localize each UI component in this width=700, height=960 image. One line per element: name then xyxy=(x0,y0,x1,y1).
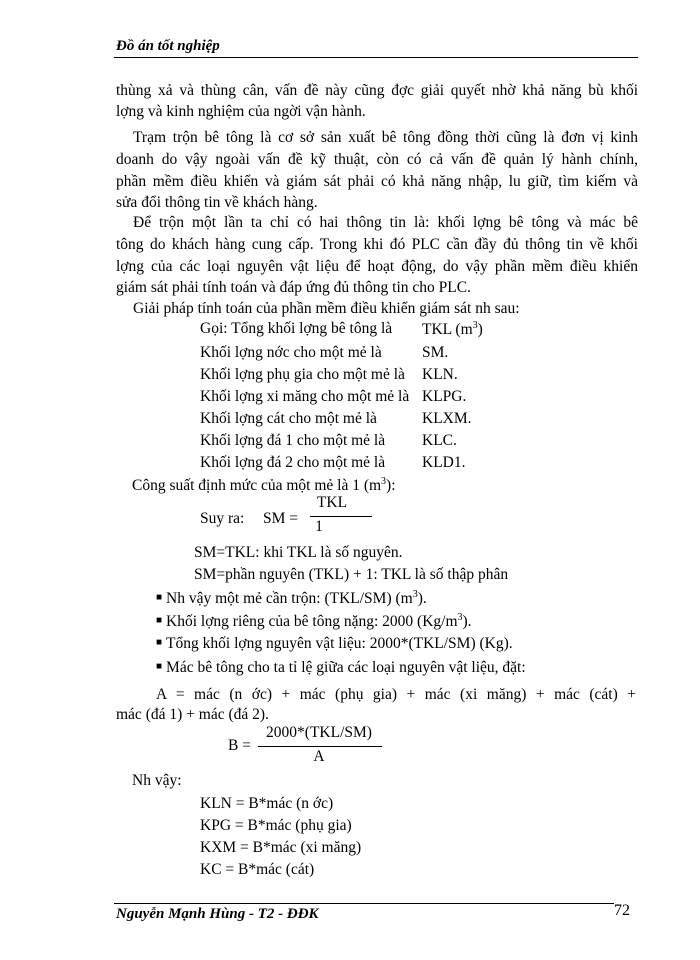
fraction-bar xyxy=(258,746,382,747)
paragraph-line-10: giám sát phải tính toán và đáp ứng đủ thông tin cho PLC. xyxy=(116,279,471,296)
definition-label: Khối lợng nớc cho một mẻ là xyxy=(200,344,382,361)
definition-symbol: KLPG. xyxy=(422,388,467,405)
square-bullet-icon: ■ xyxy=(156,592,163,604)
definition-label: Khối lợng xi măng cho một mẻ là xyxy=(200,388,410,405)
square-bullet-icon: ■ xyxy=(156,615,163,627)
page-number: 72 xyxy=(614,902,630,919)
paragraph-line-9: lợng của các loại nguyên vật liệu để hoạt động, do vậy phần mềm điều khiển xyxy=(116,258,638,275)
fraction-numerator: TKL xyxy=(316,494,348,511)
sm-rule-integer: SM=TKL: khi TKL là số nguyên. xyxy=(194,544,403,561)
fraction-denominator: 1 xyxy=(315,518,323,535)
fraction xyxy=(256,724,386,768)
definition-label: Khối lợng cát cho một mẻ là xyxy=(200,410,377,427)
bullet-item: ■ Tổng khối lợng nguyên vật liệu: 2000*(TKL/SM) (Kg). xyxy=(156,635,513,652)
square-bullet-icon: ■ xyxy=(156,661,163,672)
footer-rule xyxy=(114,903,614,904)
definition-symbol: KLD1. xyxy=(422,454,466,471)
bullet-item: ■ Nh vậy một mẻ cần trộn: (TKL/SM) $(m^3)$. xyxy=(156,589,427,608)
paragraph-line-4: doanh do vậy ngoài vấn đề kỹ thuật, còn có cả vấn đề quản lý hành chính, xyxy=(116,151,638,168)
definition-label: Khối lợng phụ gia cho một mẻ là xyxy=(200,366,405,383)
result-line: KC = B*mác (cát) xyxy=(200,861,315,878)
paragraph-line-7: Để trộn một lần ta chỉ có hai thông tin là: khối lợng bê tông và mác bê xyxy=(133,214,638,231)
paragraph-line-3: Trạm trộn bê tông là cơ sở sản xuất bê tông đồng thời cũng là đơn vị kinh xyxy=(133,129,638,146)
formula-lhs: B = xyxy=(228,737,251,754)
square-bullet-icon: ■ xyxy=(156,637,163,648)
definition-symbol: KLC. xyxy=(422,432,457,449)
definition-symbol: KLN. xyxy=(422,366,458,383)
definition-symbol: KLXM. xyxy=(422,410,472,427)
fraction-numerator: 2000*(TKL/SM) xyxy=(266,724,372,741)
definition-label: Gọi: Tổng khối lợng bê tông là xyxy=(200,320,393,337)
equation-a-line-2: mác (đá 1) + mác (đá 2). xyxy=(116,706,269,723)
footer-author: Nguyễn Mạnh Hùng - T2 - ĐĐK xyxy=(116,906,319,922)
fraction xyxy=(310,494,374,538)
fraction-denominator: A xyxy=(313,748,325,765)
paragraph-line-5: phần mềm điều khiển và giám sát phải có khả năng nhập, lu giữ, tìm kiếm và xyxy=(116,173,638,190)
sm-rule-decimal: SM=phần nguyên (TKL) + 1: TKL là số thập phân xyxy=(194,566,509,583)
definition-symbol: SM. xyxy=(422,344,449,361)
paragraph-line-2: lợng và kinh nghiệm của ngời vận hành. xyxy=(116,103,366,120)
formula-lhs: SM = xyxy=(263,510,299,527)
result-line: KXM = B*mác (xi măng) xyxy=(200,839,362,856)
header-rule xyxy=(114,57,638,58)
formula-prefix: Suy ra: xyxy=(200,510,245,527)
paragraph-line-8: tông do khách hàng cung cấp. Trong khi đó PLC cần đầy đủ thông tin về khối xyxy=(116,236,638,253)
definition-symbol: TKL $(m^3)$ xyxy=(422,320,483,339)
paragraph-line-11: Giải pháp tính toán của phần mềm điều khiển giám sát nh sau: xyxy=(133,300,520,317)
paragraph-line-6: sửa đổi thông tin về khách hàng. xyxy=(116,194,318,211)
page-header-title: Đồ án tốt nghiệp xyxy=(116,38,220,54)
bullet-item: ■ Khối lợng riêng của bê tông nặng: 2000 $(Kg/m^3)$. xyxy=(156,612,472,631)
paragraph-line-1: thùng xả và thùng cân, vấn đề này cũng đợc giải quyết nhờ khả năng bù khối xyxy=(116,82,638,99)
result-line: KPG = B*mác (phụ gia) xyxy=(200,817,352,834)
definition-label: Khối lợng đá 2 cho một mẻ là xyxy=(200,454,386,471)
equation-a-line-1: A = mác (n ớc) + mác (phụ gia) + mác (xi măng) + mác (cát) + xyxy=(156,686,636,703)
result-line: KLN = B*mác (n ớc) xyxy=(200,795,334,812)
definition-label: Khối lợng đá 1 cho một mẻ là xyxy=(200,432,386,449)
capacity-line: Công suất định mức của một mẻ là 1 $(m^3)$: xyxy=(132,476,396,495)
bullet-item: ■ Mác bê tông cho ta tỉ lệ giữa các loại nguyên vật liệu, đặt: xyxy=(156,659,526,676)
fraction-bar xyxy=(310,516,372,517)
conclusion-label: Nh vậy: xyxy=(132,772,182,789)
